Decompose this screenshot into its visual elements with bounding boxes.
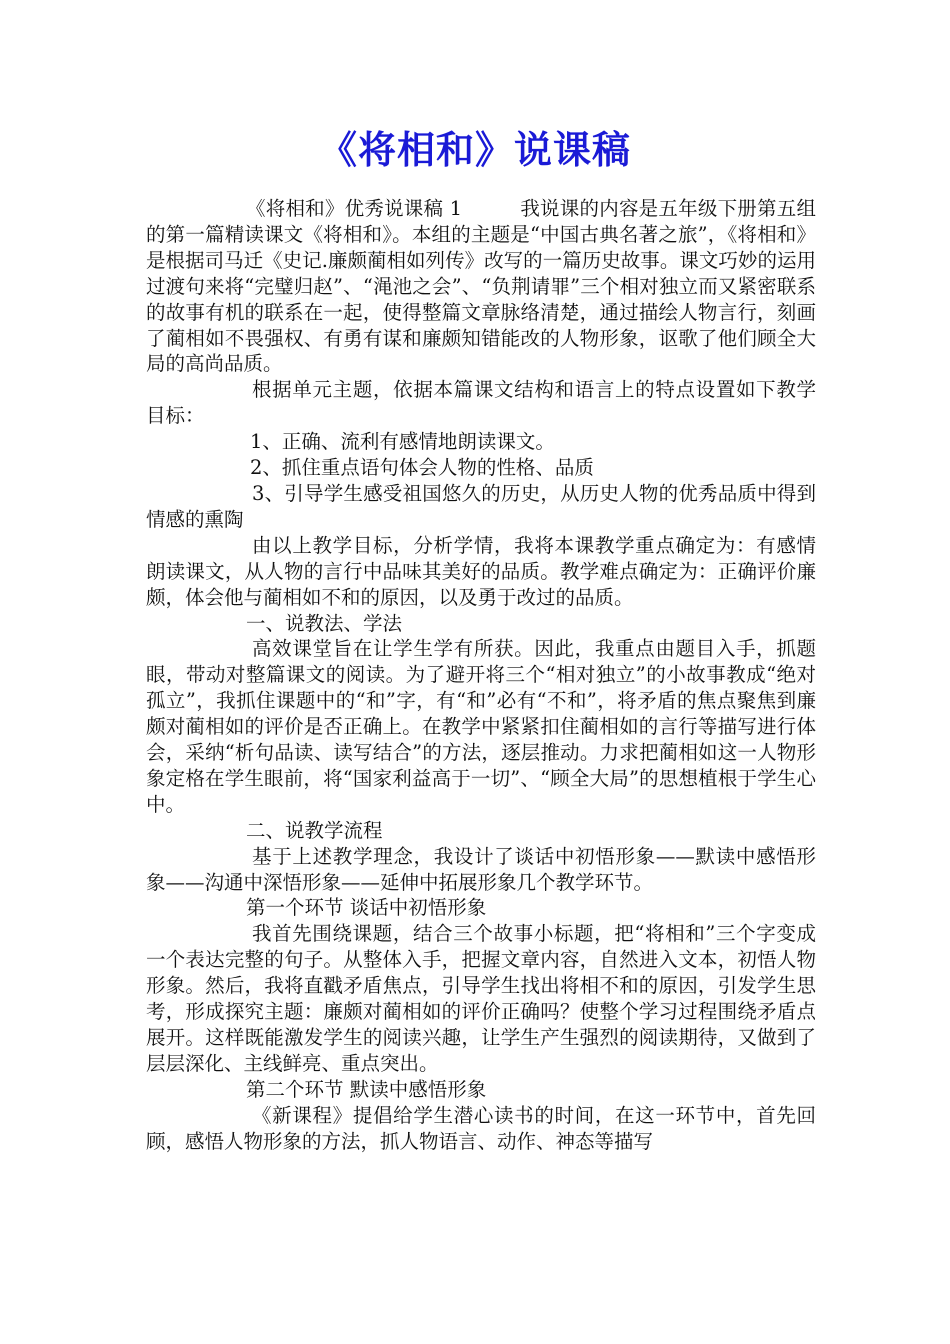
- paragraph-objectives-intro: 根据单元主题，依据本篇课文结构和语言上的特点设置如下教学目标：: [146, 378, 816, 428]
- paragraph-step-2: 《新课程》提倡给学生潜心读书的时间，在这一环节中，首先回顾，感悟人物形象的方法，抓人物语言、动作、神态等描写: [146, 1103, 816, 1153]
- document-title: 《将相和》说课稿: [318, 128, 631, 172]
- step-heading-2: 第二个环节 默读中感悟形象: [246, 1077, 487, 1101]
- objective-item-3: 3、引导学生感受祖国悠久的历史，从历史人物的优秀品质中得到情感的熏陶: [146, 481, 816, 531]
- paragraph-text: 我说课的内容是五年级下册第五组的第一篇精读课文《将相和》。本组的主题是“中国古典名著之旅”，《将相和》是根据司马迁《史记.廉颇蔺相如列传》改写的一篇历史故事。课文巧妙的运用过渡句来将“完璧归赵”、“渑池之会”、“负荆请罪”三个相对独立而又紧密联系的故事有机的联系在一起，使得整篇文章脉络清楚，通过描绘人物言行，刻画了蔺相如不畏强权、有勇有谋和廉颇知错能改的人物形象，讴歌了他们顾全大局的高尚品质。: [146, 197, 816, 376]
- paragraph-process: 基于上述教学理念，我设计了谈话中初悟形象——默读中感悟形象——沟通中深悟形象——延伸中拓展形象几个教学环节。: [146, 844, 816, 894]
- step-heading-1: 第一个环节 谈话中初悟形象: [246, 896, 487, 920]
- section-heading-methods: 一、说教法、学法: [246, 611, 403, 635]
- paragraph-methods: 高效课堂旨在让学生学有所获。因此，我重点由题目入手，抓题眼，带动对整篇课文的阅读。为了避开将三个“相对独立”的小故事教成“绝对孤立”，我抓住课题中的“和”字，有“和”必有“不和”，将矛盾的焦点聚焦到廉颇对蔺相如的评价是否正确上。在教学中紧紧扣住蔺相如的言行等描写进行体会，采纳“析句品读、读写结合”的方法，逐层推动。力求把蔺相如这一人物形象定格在学生眼前，将“国家利益高于一切”、“顾全大局”的思想植根于学生心中。: [146, 637, 816, 816]
- section-heading-process: 二、说教学流程: [246, 818, 383, 842]
- objective-item-1: 1、正确、流利有感情地朗读课文。: [250, 430, 555, 454]
- paragraph-step-1: 我首先围绕课题，结合三个故事小标题，把“将相和”三个字变成一个表达完整的句子。从整体入手，把握文章内容，自然进入文本，初悟人物形象。然后，我将直戳矛盾焦点，引导学生找出将相不和的原因，引发学生思考，形成探究主题：廉颇对蔺相如的评价正确吗？使整个学习过程围绕矛盾点展开。这样既能激发学生的阅读兴趣，让学生产生强烈的阅读期待，又做到了层层深化、主线鲜亮、重点突出。: [146, 922, 816, 1075]
- objective-item-2: 2、抓住重点语句体会人物的性格、品质: [250, 456, 594, 480]
- intro-label: 《将相和》优秀说课稿 1: [246, 197, 463, 220]
- paragraph-intro: [146, 196, 816, 377]
- document-body: [146, 196, 816, 1155]
- paragraph-key-points: 由以上教学目标，分析学情，我将本课教学重点确定为：有感情朗读课文，从人物的言行中品味其美好的品质。教学难点确定为：正确评价廉颇，体会他与蔺相如不和的原因，以及勇于改过的品质。: [146, 533, 816, 609]
